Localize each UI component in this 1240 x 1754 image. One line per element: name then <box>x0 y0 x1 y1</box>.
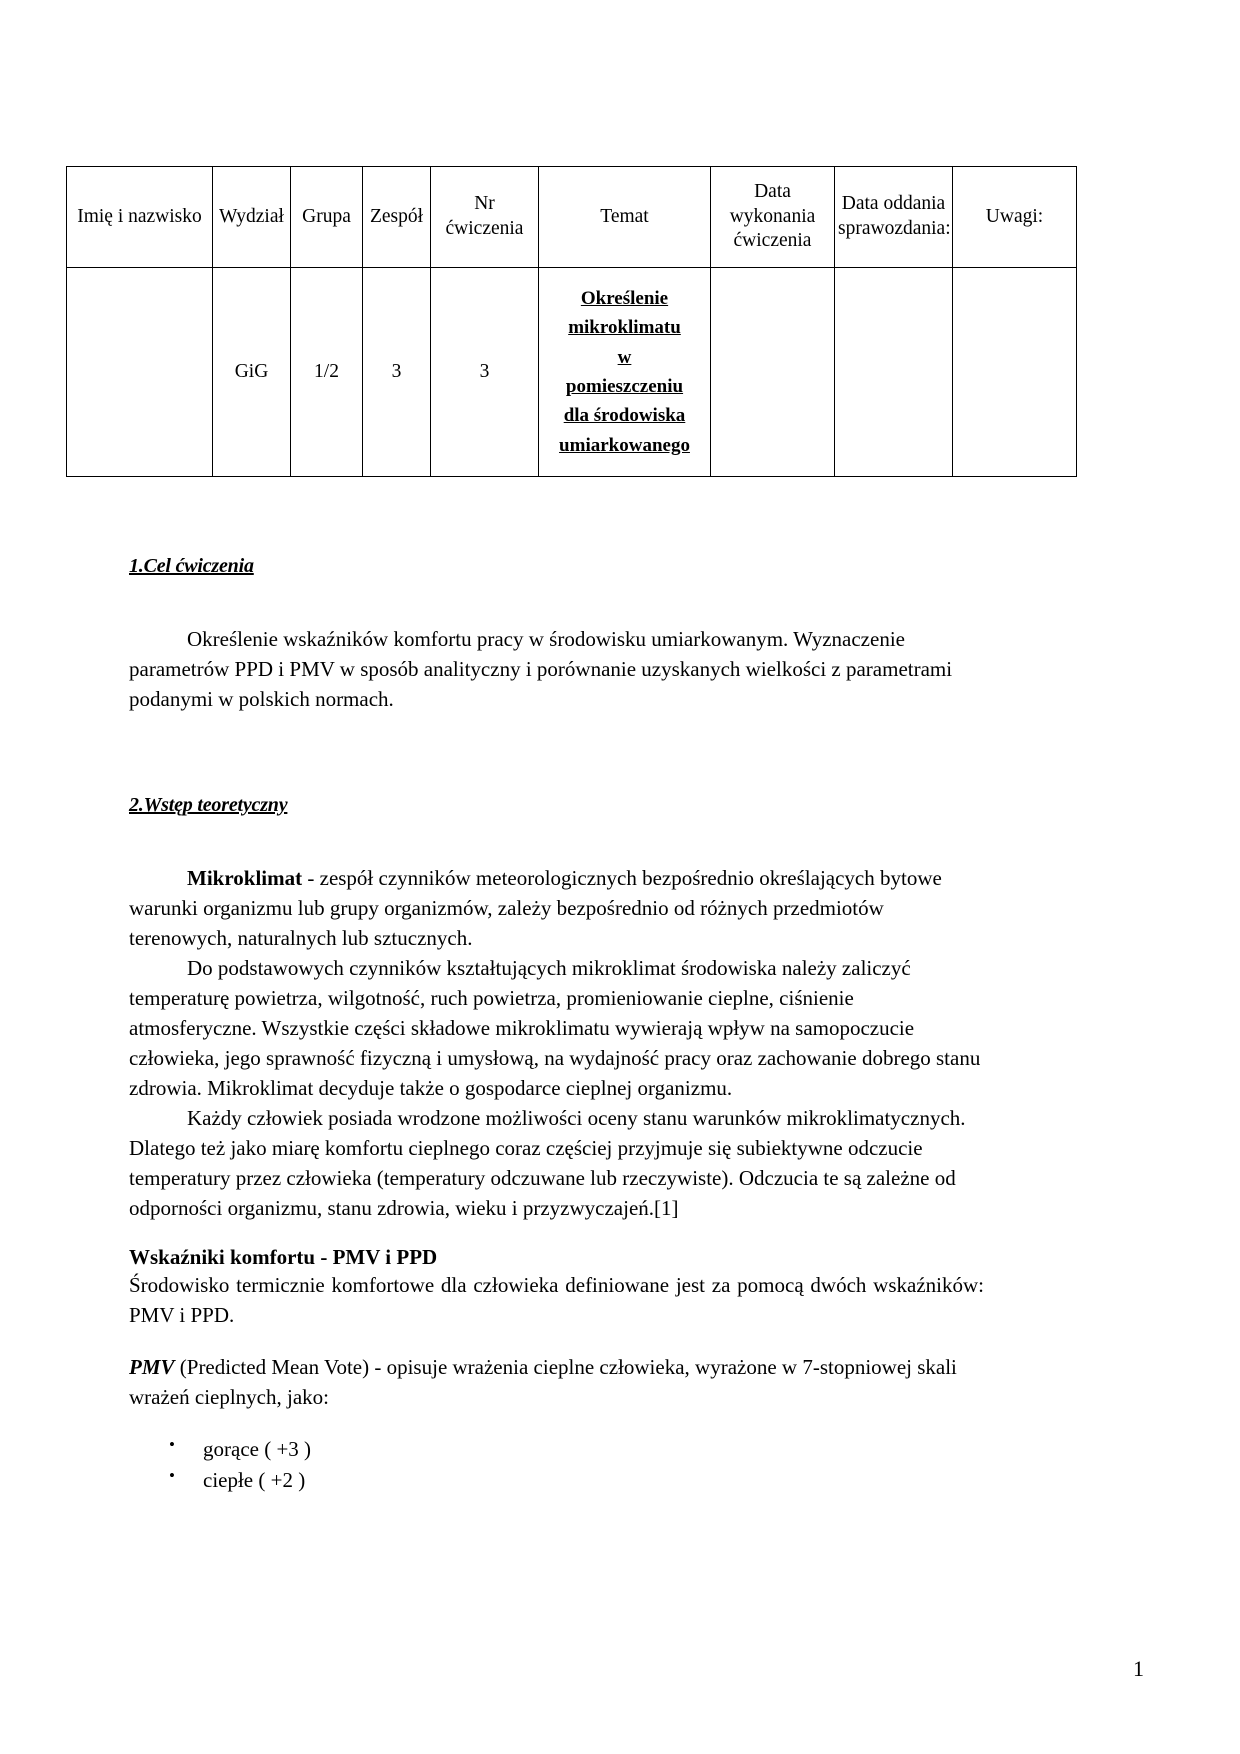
section-2-paragraph-1 <box>129 863 984 953</box>
cell-topic <box>539 268 711 477</box>
col-header-exercise-no: Nr ćwiczenia <box>431 167 539 268</box>
col-header-team: Zespół <box>363 167 431 268</box>
col-header-topic: Temat <box>539 167 711 268</box>
table-header-row <box>67 167 1077 268</box>
col-header-faculty: Wydział <box>213 167 291 268</box>
pmv-scale-list <box>129 1434 984 1495</box>
cell-group: 1/2 <box>291 268 363 477</box>
page-number: 1 <box>1133 1656 1144 1681</box>
pmv-definition-paragraph <box>129 1352 984 1412</box>
term-pmv: PMV <box>129 1355 175 1380</box>
list-item: • ciepłe ( +2 ) <box>169 1465 984 1495</box>
section-2-paragraph-1-rest: - zespół czynników meteorologicznych bezpośrednio określających bytowe warunki organizmu lub grupy organizmów, zależy bezpośrednio od różnych przedmiotów terenowych, naturalnych lub sztucznych. <box>129 866 942 951</box>
topic-text <box>542 284 707 461</box>
section-heading-2: 2.Wstęp teoretyczny <box>129 794 288 817</box>
document-body <box>129 555 984 1495</box>
section-2-paragraph-3: Każdy człowiek posiada wrodzone możliwości oceny stanu warunków mikroklimatycznych. Dlatego też jako miarę komfortu cieplnego coraz częściej przyjmuje się subiektywne odczucie temperatury przez człowieka (temperatury odczuwane lub rzeczywiste). Odczucia te są zależne od odporności organizmu, stanu zdrowia, wieku i przyzwyczajeń.[1] <box>129 1106 966 1221</box>
cell-date-performed <box>711 268 835 477</box>
topic-line-1: Określenie <box>580 287 669 309</box>
col-header-group: Grupa <box>291 167 363 268</box>
cell-faculty: GiG <box>213 268 291 477</box>
section-2-paragraph-4: Środowisko termicznie komfortowe dla człowieka definiowane jest za pomocą dwóch wskaźników: PMV i PPD. <box>129 1273 984 1328</box>
pmv-definition-rest: (Predicted Mean Vote) - opisuje wrażenia cieplne człowieka, wyrażone w 7-stopniowej skali wrażeń cieplnych, jako: <box>129 1355 957 1410</box>
section-2-paragraph-2: Do podstawowych czynników kształtujących mikroklimat środowiska należy zaliczyć temperaturę powietrza, wilgotność, ruch powietrza, promieniowanie cieplne, ciśnienie atmosferyczne. Wszystkie części składowe mikroklimatu wywierają wpływ na samopoczucie człowieka, jego sprawność fizyczną i umysłową, na wydajność pracy oraz zachowanie dobrego stanu zdrowia. Mikroklimat decyduje także o gospodarce cieplnej organizmu. <box>129 956 981 1101</box>
topic-line-6: umiarkowanego <box>559 434 690 456</box>
cell-remarks <box>953 268 1077 477</box>
col-header-date-submitted: Data oddania sprawozdania: <box>835 167 953 268</box>
report-header-table <box>66 166 1076 477</box>
cell-date-submitted <box>835 268 953 477</box>
term-mikroklimat: Mikroklimat <box>187 866 303 891</box>
col-header-remarks: Uwagi: <box>953 167 1077 268</box>
cell-team: 3 <box>363 268 431 477</box>
topic-line-4: pomieszczeniu <box>565 376 684 397</box>
topic-line-2: mikroklimatu <box>568 317 681 339</box>
col-header-name: Imię i nazwisko <box>67 167 213 268</box>
table-row <box>67 268 1077 477</box>
section-heading-1: 1.Cel ćwiczenia <box>129 555 254 577</box>
subsection-heading-comfort-indices: Wskaźniki komfortu - PMV i PPD <box>129 1245 438 1270</box>
cell-exercise-no: 3 <box>431 268 539 477</box>
topic-line-3: w <box>617 346 632 368</box>
cell-name <box>67 268 213 477</box>
list-item: • gorące ( +3 ) <box>169 1434 984 1464</box>
section-1-paragraph: Określenie wskaźników komfortu pracy w środowisku umiarkowanym. Wyznaczenie parametrów PPD i PMV w sposób analityczny i porównanie uzyskanych wielkości z parametrami podanymi w polskich normach. <box>129 627 953 712</box>
topic-line-5: dla środowiska <box>563 405 686 427</box>
col-header-date-performed: Data wykonania ćwiczenia <box>711 167 835 268</box>
